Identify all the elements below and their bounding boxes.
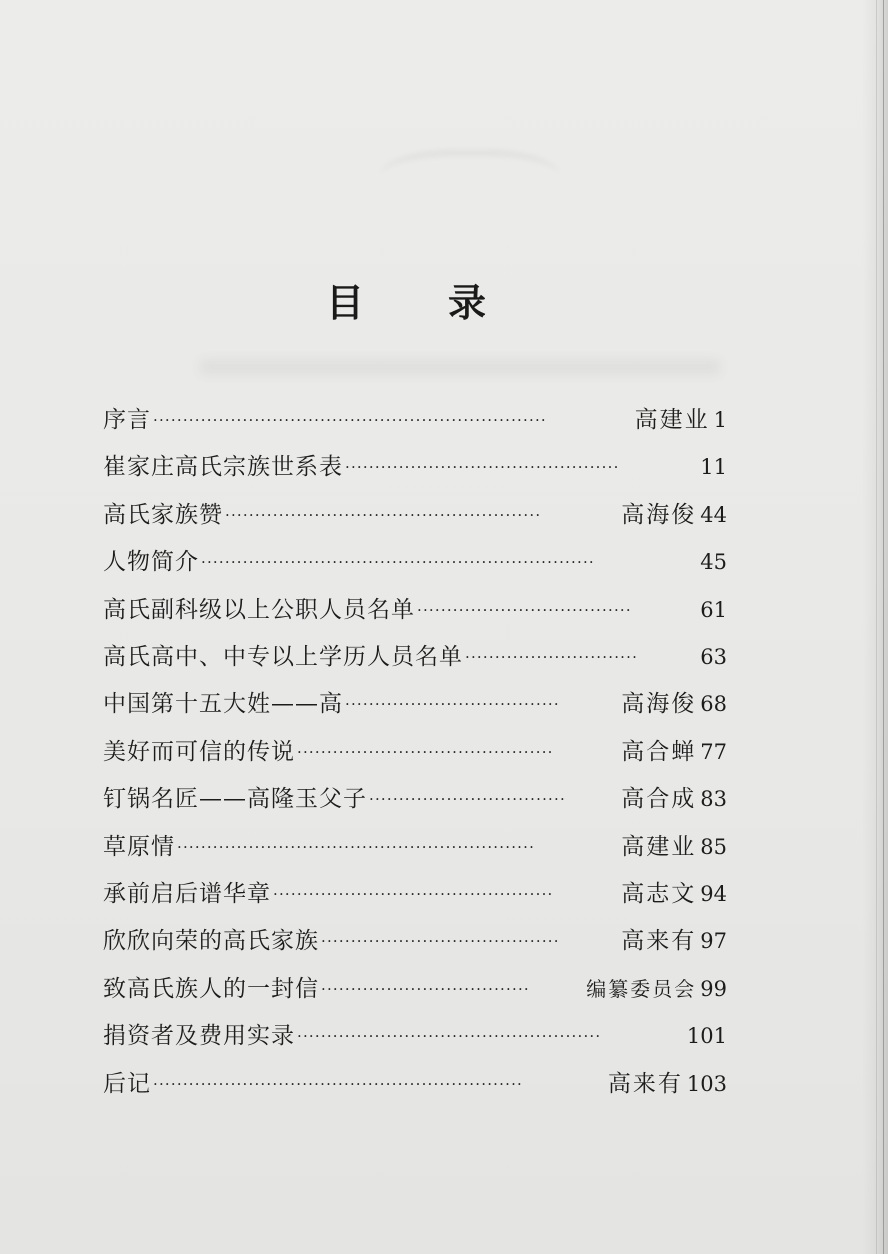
leader-dots: ···················································	[297, 1027, 602, 1046]
toc-entry-author: 高合蝉	[621, 738, 697, 765]
toc-entry-author: 高志文	[621, 881, 697, 907]
toc-entry-title: 欣欣向荣的高氏家族	[103, 928, 319, 955]
toc-entry-title: 捐资者及费用实录	[103, 1023, 295, 1050]
toc-entry[interactable]	[103, 924, 727, 958]
toc-entry-title: 致高氏族人的一封信	[103, 975, 319, 1002]
toc-entry-author: 高海俊	[621, 501, 697, 528]
toc-entry-page: 11	[700, 455, 727, 480]
toc-entry-title: 草原情	[103, 833, 175, 860]
leader-dots: ···········································	[297, 742, 554, 761]
toc-entry-title: 高氏家族赞	[103, 501, 223, 528]
toc-entry-author: 高建业	[634, 407, 710, 433]
leader-dots: ···············································	[273, 885, 554, 903]
toc-entry-title: 序言	[103, 407, 151, 433]
toc-entry-page: 44	[700, 502, 727, 527]
toc-entry-page: 77	[700, 739, 727, 764]
leader-dots: ·····················································	[225, 505, 542, 524]
toc-entry[interactable]	[103, 972, 727, 1006]
toc-entry-page: 45	[700, 550, 727, 575]
toc-entry-title: 承前启后谱华章	[103, 881, 271, 907]
toc-entry-page: 97	[700, 929, 727, 954]
leader-dots: ····································	[345, 695, 560, 714]
toc-entry-title: 美好而可信的传说	[103, 738, 295, 765]
toc-entry[interactable]	[103, 545, 727, 579]
toc-entry[interactable]	[103, 1067, 727, 1101]
toc-entry-author: 高来有	[607, 1070, 683, 1097]
toc-entry-page: 103	[686, 1071, 727, 1096]
toc-entry-title: 中国第十五大姓——高	[103, 691, 343, 718]
leader-dots: ··································································	[201, 553, 595, 572]
toc-entry-page: 83	[700, 787, 727, 812]
toc-entry-author: 高建业	[621, 833, 697, 860]
toc-entry[interactable]	[103, 735, 727, 769]
toc-entry-page: 101	[686, 1024, 727, 1049]
toc-entry[interactable]	[103, 830, 727, 864]
toc-entry[interactable]	[103, 450, 727, 484]
leader-dots: ·····························	[465, 648, 639, 666]
title-char-1: 目	[326, 281, 365, 325]
toc-entry-page: 85	[700, 834, 727, 859]
toc-entry[interactable]	[103, 403, 727, 437]
toc-entry-author: 高合成	[621, 786, 697, 813]
toc-entry[interactable]	[103, 640, 727, 674]
toc-entry-title: 高氏副科级以上公职人员名单	[103, 596, 415, 623]
leader-dots: ····························································	[177, 837, 536, 856]
toc-entry-page: 68	[700, 692, 727, 717]
leader-dots: ··············································	[345, 458, 620, 477]
toc-entry-page: 63	[700, 645, 727, 669]
toc-entry-page: 94	[700, 882, 727, 906]
toc-entry-author: 编纂委员会	[586, 976, 697, 1001]
title-char-2: 录	[448, 281, 487, 325]
leader-dots: ····································	[417, 600, 632, 619]
toc-entry-author: 高来有	[621, 928, 697, 955]
toc-entry-title: 钉锅名匠——高隆玉父子	[103, 786, 367, 813]
toc-entry-title: 后记	[103, 1070, 151, 1097]
leader-dots: ··································································	[153, 411, 547, 429]
leader-dots: ···································	[321, 979, 530, 998]
toc-entry[interactable]	[103, 687, 727, 721]
toc-entry[interactable]	[103, 1019, 727, 1053]
toc-entry-page: 61	[700, 597, 727, 622]
toc-entry[interactable]	[103, 498, 727, 532]
leader-dots: ······························································	[153, 1074, 524, 1093]
toc-entry[interactable]	[103, 877, 727, 911]
leader-dots: ········································	[321, 932, 560, 951]
toc-entry-page: 99	[700, 976, 727, 1001]
leader-dots: ·································	[369, 790, 566, 809]
toc-entry-title: 崔家庄高氏宗族世系表	[103, 454, 343, 481]
toc-entry[interactable]	[103, 593, 727, 627]
toc-entry-page: 1	[713, 408, 727, 432]
toc-entry-author: 高海俊	[621, 691, 697, 718]
toc-entry-title: 人物简介	[103, 549, 199, 576]
toc-entry[interactable]	[103, 782, 727, 816]
toc-entry-title: 高氏高中、中专以上学历人员名单	[103, 644, 463, 670]
